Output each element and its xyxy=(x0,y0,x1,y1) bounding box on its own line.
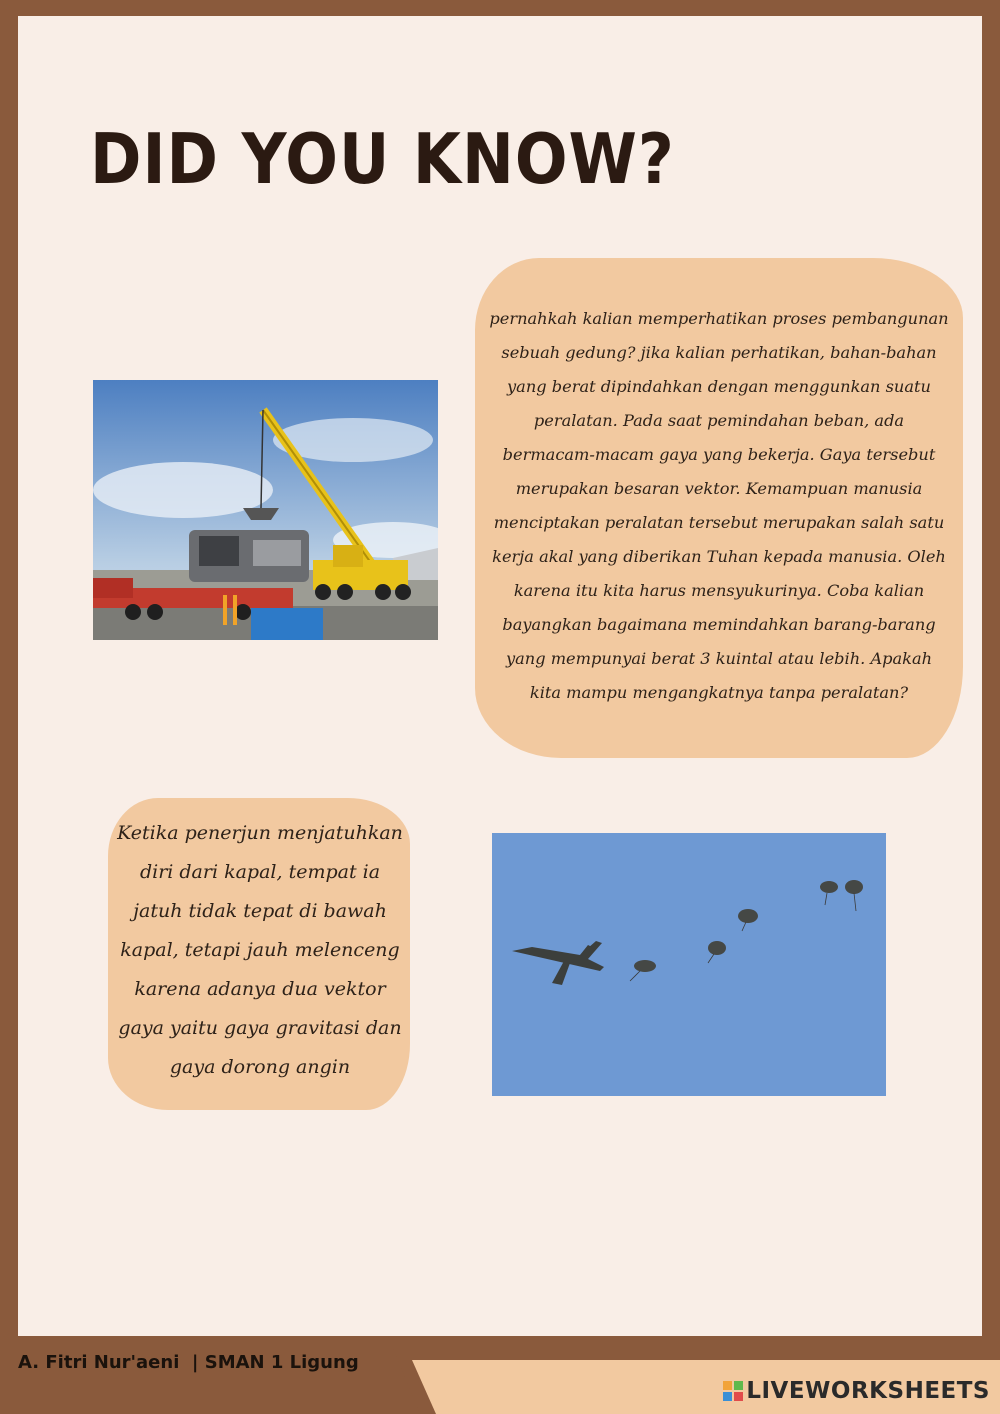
liveworksheets-brand[interactable] xyxy=(723,1378,990,1404)
crane-photo xyxy=(93,380,438,640)
parachute-photo xyxy=(492,833,886,1096)
info-card-crane-text: pernahkah kalian memperhatikan proses pembangunan sebuah gedung? jika kalian perhatikan, bahan-bahan yang berat dipindahkan dengan menggunkan suatu peralatan. Pada saat pemindahan beban, ada bermacam-macam gaya yang bekerja. Gaya tersebut merupakan besaran vektor. Kemampuan manusia menciptakan peralatan tersebut merupakan salah satu kerja akal yang diberikan Tuhan kepada manusia. Oleh karena itu kita harus mensyukurinya. Coba kalian bayangkan bagaimana memindahkan barang-barang yang mempunyai berat 3 kuintal atau lebih. Apakah kita mampu mengangkatnya tanpa peralatan? xyxy=(489,309,949,702)
liveworksheets-label: LIVEWORKSHEETS xyxy=(746,1378,990,1404)
footer-author-box xyxy=(0,1336,420,1414)
info-card-parachute xyxy=(108,798,410,1110)
page-title: DID YOU KNOW? xyxy=(90,118,675,200)
info-card-parachute-text: Ketika penerjun menjatuhkan diri dari kapal, tempat ia jatuh tidak tepat di bawah kapal, tetapi jauh melenceng karena adanya dua vektor gaya yaitu gaya gravitasi dan gaya dorong angin xyxy=(117,822,403,1078)
footer-author: A. Fitri Nur'aeni | SMAN 1 Ligung xyxy=(18,1352,359,1373)
info-card-crane xyxy=(475,258,963,758)
liveworksheets-logo-icon xyxy=(723,1381,743,1401)
